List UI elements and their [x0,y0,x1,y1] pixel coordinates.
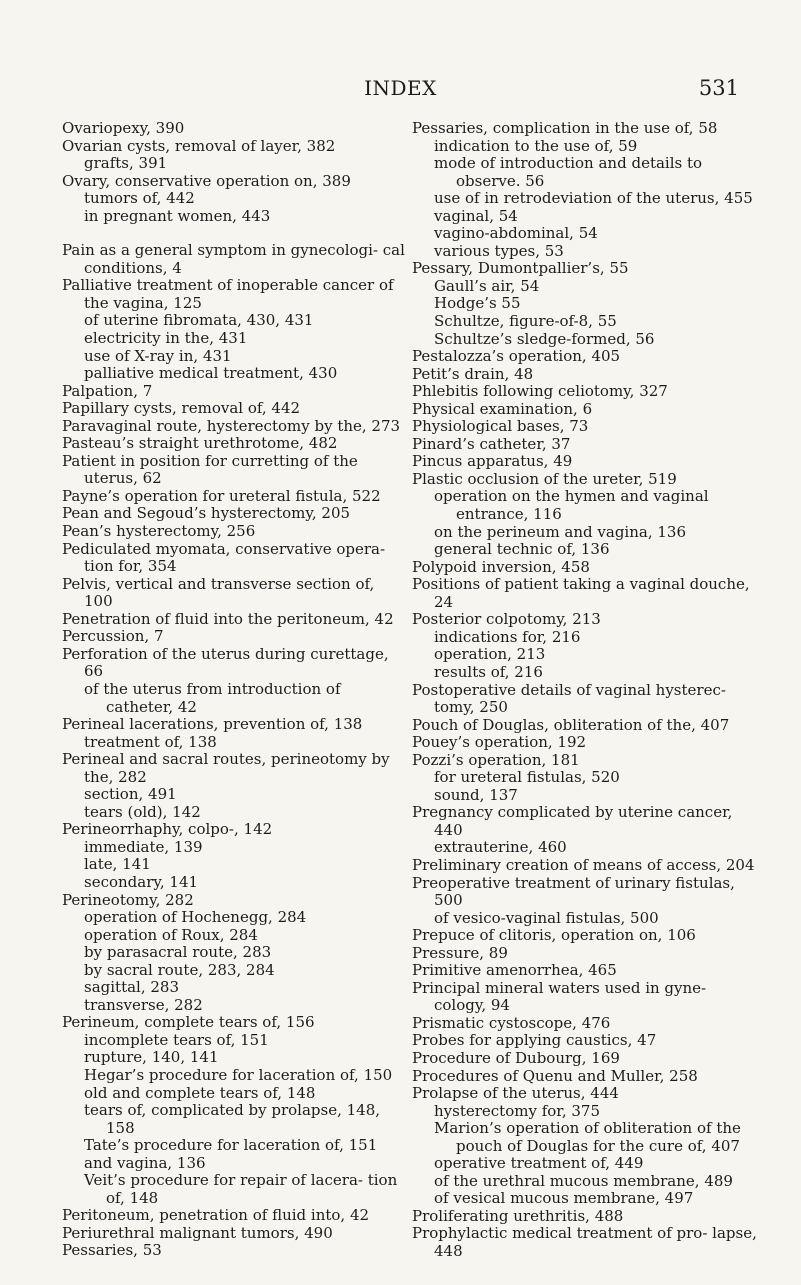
index-entry: Physical examination, 6 [412,399,593,418]
index-entry: Preliminary creation of means of access, 204 [412,855,755,874]
index-entry: Pessaries, 53 [62,1241,162,1260]
index-subentry: of the urethral mucous membrane, 489 [434,1171,733,1190]
index-subentry: use of X-ray in, 431 [84,346,232,365]
index-entry: Plastic occlusion of the ureter, 519 [412,469,677,488]
index-entry: Probes for applying caustics, 47 [412,1031,657,1050]
index-entry: Perineum, complete tears of, 156 [62,1013,315,1032]
index-entry: Postoperative details of vaginal hysterec- tomy, 250 [412,680,731,717]
index-entry: Paravaginal route, hysterectomy by the, 273 [62,416,401,435]
index-entry: Perineotomy, 282 [62,890,194,909]
index-entry: Positions of patient taking a vaginal douche, 24 [412,575,755,611]
index-subentry: Schultze, figure-of-8, 55 [434,312,617,331]
index-entry: Pain as a general symptom in gynecologi- cal conditions, 4 [62,241,410,277]
index-entry: Principal mineral waters used in gyne- cology, 94 [412,978,711,1015]
index-subentry: extrauterine, 460 [434,838,567,857]
index-entry: Physiological bases, 73 [412,417,589,436]
index-subentry: immediate, 139 [84,837,203,856]
index-entry: Proliferating urethritis, 488 [412,1206,624,1225]
index-entry: Pouey’s operation, 192 [412,733,587,752]
index-subentry: electricity in the, 431 [84,329,248,348]
index-entry: Payne’s operation for ureteral fistula, 522 [62,486,381,505]
index-subentry: Marion’s operation of obliteration of the pouch of Douglas for the cure of, 407 [434,1119,746,1155]
index-entry: Pean and Segoud’s hysterectomy, 205 [62,504,351,523]
index-subentry: hysterectomy for, 375 [434,1101,600,1120]
index-entry: Phlebitis following celiotomy, 327 [412,382,668,401]
index-entry: Procedures of Quenu and Muller, 258 [412,1066,698,1085]
page-header [0,76,801,104]
index-column-right [412,119,762,1261]
index-entry: Papillary cysts, removal of, 442 [62,399,301,418]
index-subentry: by parasacral route, 283 [84,943,272,962]
index-entry: Procedure of Dubourg, 169 [412,1048,620,1067]
index-subentry: Hegar’s procedure for laceration of, 150 [84,1065,393,1084]
index-column-left [62,119,410,1260]
index-subentry: vagino-abdominal, 54 [434,224,598,243]
index-entry: Pessaries, complication in the use of, 58 [412,119,718,137]
index-subentry: Gaull’s air, 54 [434,276,540,295]
index-entry: Palpation, 7 [62,381,153,400]
index-entry: Ovariopexy, 390 [62,119,185,137]
index-entry: Periurethral malignant tumors, 490 [62,1223,333,1242]
index-entry: Perineal and sacral routes, perineotomy by the, 282 [62,750,395,786]
index-subentry: general technic of, 136 [434,540,610,559]
index-subentry: operation of Roux, 284 [84,925,258,944]
index-entry: Pessary, Dumontpallier’s, 55 [412,259,629,278]
index-subentry: and vagina, 136 [84,1153,206,1172]
index-entry: Prolapse of the uterus, 444 [412,1084,619,1103]
index-entry: Peritoneum, penetration of fluid into, 42 [62,1206,370,1225]
index-subentry: incomplete tears of, 151 [84,1030,269,1049]
index-subentry: tumors of, 442 [84,189,195,208]
index-subentry: indications for, 216 [434,627,581,646]
index-subentry: Schultze’s sledge-formed, 56 [434,329,655,348]
index-subentry: late, 141 [84,855,151,874]
index-entry: Pouch of Douglas, obliteration of the, 407 [412,715,730,734]
index-entry: Pelvis, vertical and transverse section of, 100 [62,574,380,611]
index-subentry: palliative medical treatment, 430 [84,364,338,383]
page-title: INDEX [364,76,437,100]
index-entry: Pestalozza’s operation, 405 [412,347,621,366]
index-subentry: operation, 213 [434,645,546,664]
index-subentry: use of in retrodeviation of the uterus, 455 [434,189,753,208]
index-entry: Palliative treatment of inoperable cancer of the vagina, 125 [62,276,399,312]
index-subentry: grafts, 391 [84,154,168,173]
index-subentry: results of, 216 [434,662,543,681]
index-subentry: Tate’s procedure for laceration of, 151 [84,1136,378,1155]
index-subentry: of uterine fibromata, 430, 431 [84,311,314,330]
index-subentry: secondary, 141 [84,872,199,891]
index-subentry: sagittal, 283 [84,978,180,997]
index-entry: Pincus apparatus, 49 [412,452,573,471]
index-entry: Penetration of fluid into the peritoneum, 42 [62,609,394,628]
index-subentry: of vesico-vaginal fistulas, 500 [434,908,659,927]
index-entry: Pasteau’s straight urethrotome, 482 [62,434,338,453]
index-subentry: transverse, 282 [84,995,203,1014]
index-subentry: old and complete tears of, 148 [84,1083,316,1102]
index-subentry: indication to the use of, 59 [434,136,638,155]
index-entry: Perineal lacerations, prevention of, 138 [62,715,363,734]
index-subentry: section, 491 [84,785,177,804]
index-entry: Preoperative treatment of urinary fistulas, 500 [412,873,740,910]
index-entry: Pean’s hysterectomy, 256 [62,522,256,541]
index-subentry: by sacral route, 283, 284 [84,960,275,979]
index-subentry: Hodge’s 55 [434,294,521,313]
index-entry: Ovarian cysts, removal of layer, 382 [62,136,336,155]
index-subentry: vaginal, 54 [434,206,518,225]
index-subentry: of the uterus from introduction of catheter, 42 [84,679,346,716]
index-subentry: tears of, complicated by prolapse, 148, 158 [84,1101,385,1137]
index-entry: Pediculated myomata, conservative opera- tion for, 354 [62,539,390,576]
index-entry: Polypoid inversion, 458 [412,557,590,576]
page-number: 531 [698,76,739,100]
index-entry: Percussion, 7 [62,627,164,646]
index-entry: Primitive amenorrhea, 465 [412,961,617,980]
index-subentry: of vesical mucous membrane, 497 [434,1189,694,1208]
index-subentry: sound, 137 [434,785,518,804]
index-subentry: tears (old), 142 [84,802,201,821]
index-entry: Pressure, 89 [412,943,508,962]
index-subentry: operation of Hochenegg, 284 [84,908,307,927]
index-entry: Pozzi’s operation, 181 [412,750,580,769]
index-entry: Posterior colpotomy, 213 [412,610,601,629]
index-entry: Pinard’s catheter, 37 [412,434,571,453]
index-entry: Pregnancy complicated by uterine cancer, 440 [412,803,738,839]
index-subentry: for ureteral fistulas, 520 [434,768,620,787]
index-entry: Petit’s drain, 48 [412,364,534,383]
index-subentry: treatment of, 138 [84,732,217,751]
index-entry: Prophylactic medical treatment of pro- lapse, 448 [412,1224,762,1260]
index-entry: Prepuce of clitoris, operation on, 106 [412,926,696,945]
index-subentry: rupture, 140, 141 [84,1048,219,1067]
index-subentry: Veit’s procedure for repair of lacera- tion of, 148 [84,1171,403,1207]
index-subentry: on the perineum and vagina, 136 [434,522,686,541]
index-entry: Patient in position for curretting of the uterus, 62 [62,451,363,488]
index-subentry: various types, 53 [434,241,564,260]
index-subentry: in pregnant women, 443 [84,206,271,225]
index-entry: Perforation of the uterus during curettage, 66 [62,644,394,681]
index-subentry: operation on the hymen and vaginal entrance, 116 [434,487,714,524]
index-subentry: mode of introduction and details to observe. 56 [434,154,707,190]
index-entry: Prismatic cystoscope, 476 [412,1013,611,1032]
index-subentry: operative treatment of, 449 [434,1154,644,1173]
index-entry: Ovary, conservative operation on, 389 [62,171,351,190]
index-entry: Perineorrhaphy, colpo-, 142 [62,820,273,839]
